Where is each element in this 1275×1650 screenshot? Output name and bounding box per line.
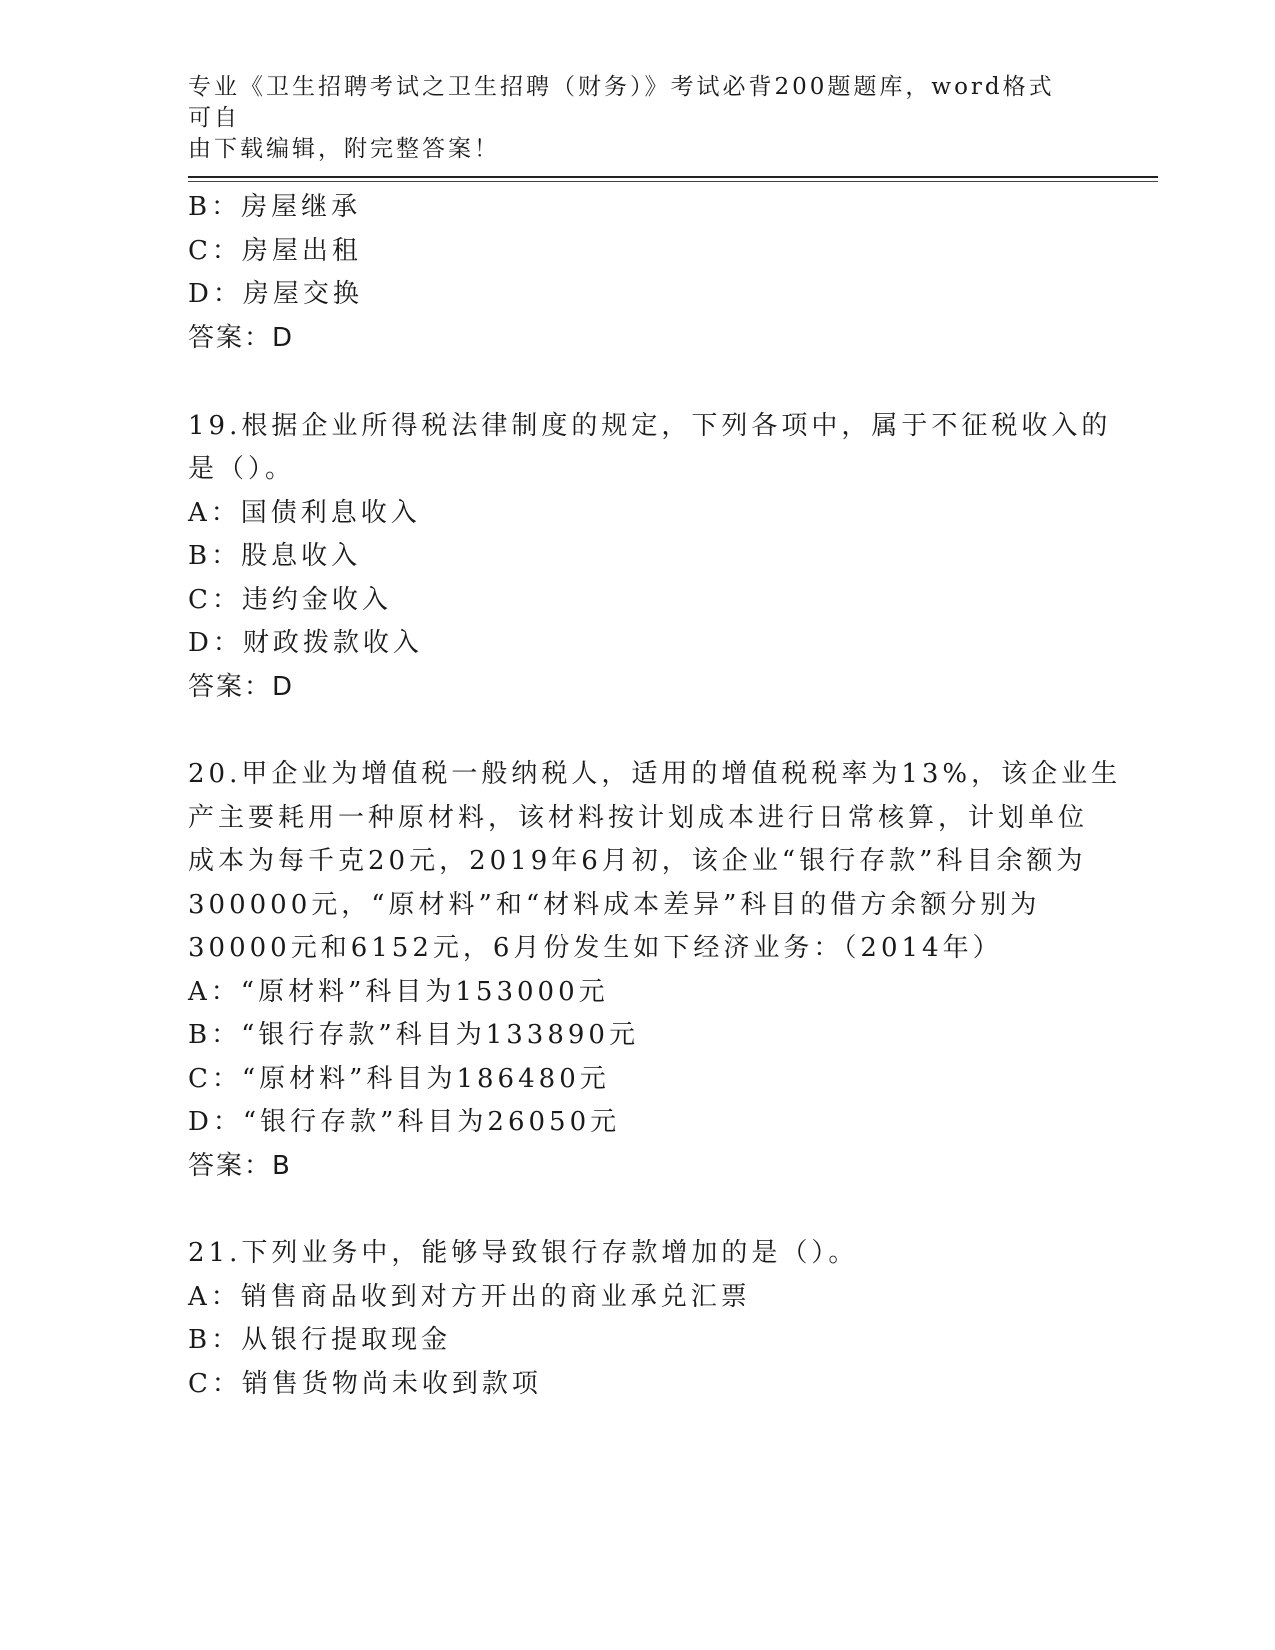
q20-option-a: A：“原材料”科目为153000元 (188, 977, 609, 1007)
q21-option-c: C：销售货物尚未收到款项 (188, 1369, 542, 1399)
q19-option-b: B：股息收入 (188, 541, 362, 571)
q18-option-d: D：房屋交换 (188, 279, 363, 309)
q18-option-b: B：房屋继承 (188, 192, 362, 222)
q20-stem-line-3: 成本为每千克20元，2019年6月初，该企业“银行存款”科目余额为 (188, 846, 1087, 876)
header-divider (188, 176, 1158, 178)
q20-stem-line-4: 300000元，“原材料”和“材料成本差异”科目的借方余额分别为 (188, 890, 1041, 920)
q20-stem-line-1: 20.甲企业为增值税一般纳税人，适用的增值税税率为13%，该企业生 (188, 759, 1122, 789)
q19-option-a: A：国债利息收入 (188, 498, 421, 528)
q20-option-c: C：“原材料”科目为186480元 (188, 1064, 610, 1094)
q19-option-c: C：违约金收入 (188, 585, 392, 615)
header-line-2: 由下载编辑，附完整答案！ (188, 136, 500, 162)
q20-answer: 答案：B (188, 1151, 292, 1181)
header-divider-thin (188, 181, 1158, 182)
q20-option-b: B：“银行存款”科目为133890元 (188, 1020, 639, 1050)
q20-stem-line-5: 30000元和6152元，6月份发生如下经济业务：（2014年） (188, 933, 1003, 963)
q19-stem-line-1: 19.根据企业所得税法律制度的规定，下列各项中，属于不征税收入的 (188, 411, 1112, 441)
q19-stem-line-2: 是（）。 (188, 454, 296, 484)
q21-stem-line-1: 21.下列业务中，能够导致银行存款增加的是（）。 (188, 1238, 859, 1268)
q21-option-a: A：销售商品收到对方开出的商业承兑汇票 (188, 1282, 751, 1312)
document-header (188, 72, 1068, 165)
q18-option-c: C：房屋出租 (188, 236, 362, 266)
q20-option-d: D：“银行存款”科目为26050元 (188, 1107, 621, 1137)
q21-option-b: B：从银行提取现金 (188, 1325, 452, 1355)
header-line-1: 专业《卫生招聘考试之卫生招聘（财务）》考试必背200题题库，word格式可自 (188, 74, 1055, 131)
q19-answer: 答案：D (188, 672, 295, 702)
q18-answer: 答案：D (188, 323, 295, 353)
q19-option-d: D：财政拨款收入 (188, 628, 423, 658)
q20-stem-line-2: 产主要耗用一种原材料，该材料按计划成本进行日常核算，计划单位 (188, 803, 1089, 833)
